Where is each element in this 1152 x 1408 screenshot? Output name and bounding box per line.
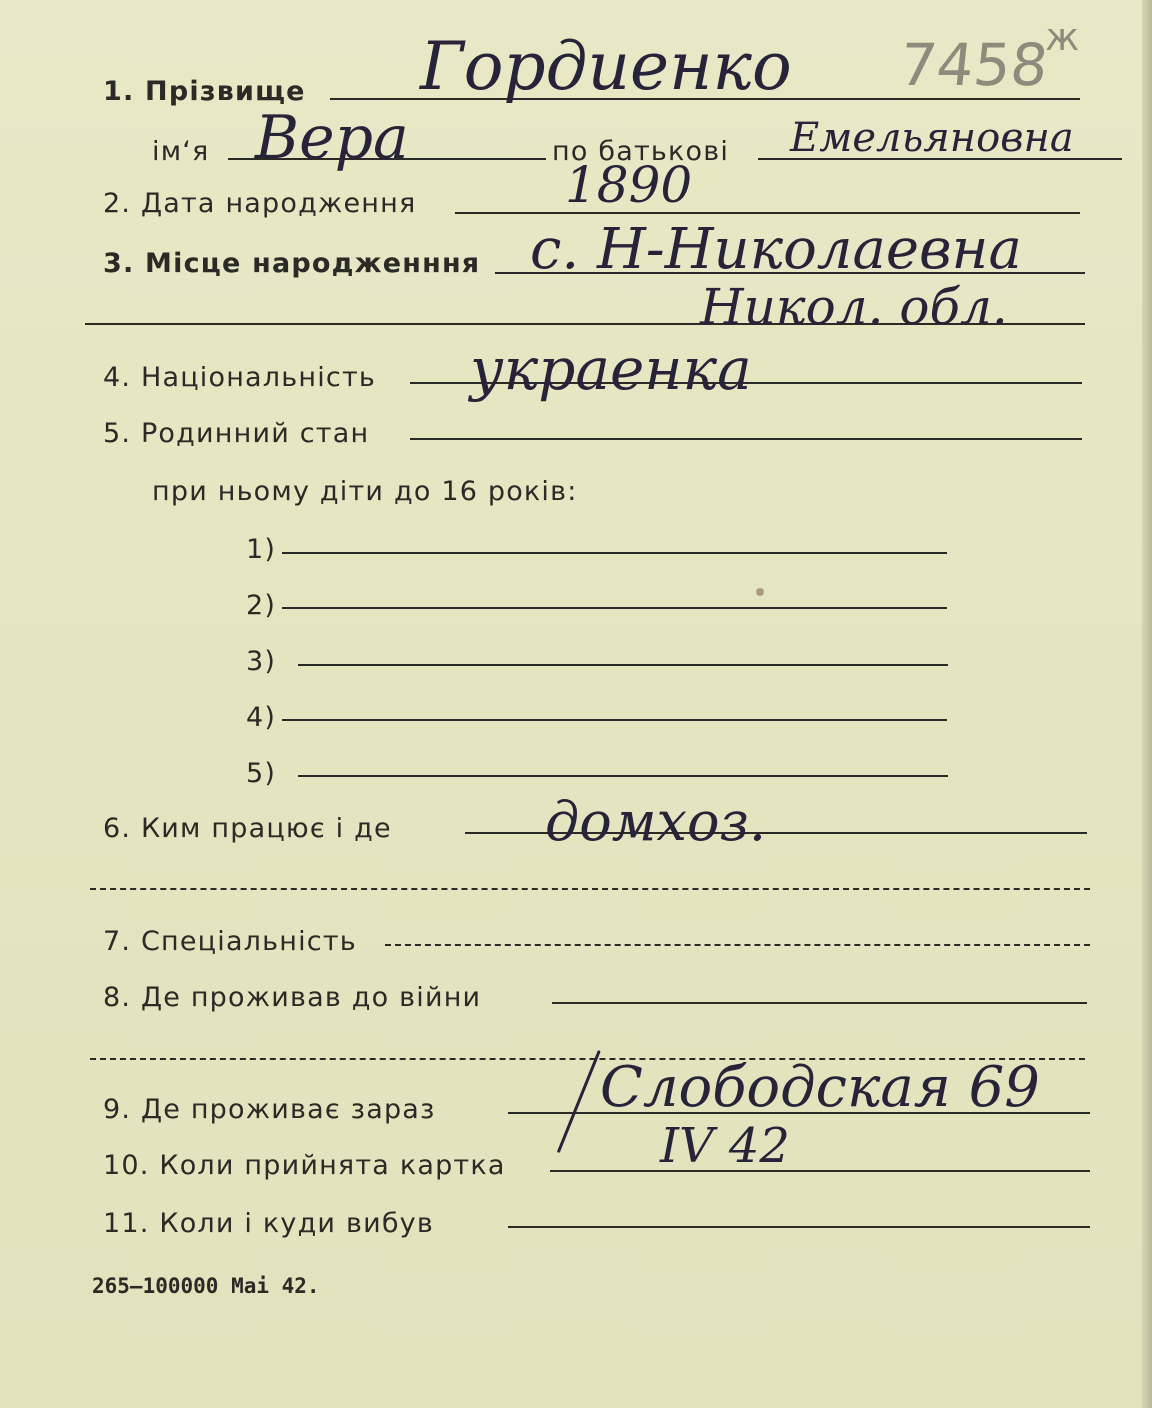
- prewar-residence-line: [552, 1002, 1087, 1004]
- specialty-label: 7. Спеціальність: [103, 926, 357, 957]
- marital-status-label: 5. Родинний стан: [103, 418, 370, 449]
- departed-label: 11. Коли і куди вибув: [103, 1208, 434, 1239]
- card-accepted-label: 10. Коли прийнята картка: [103, 1150, 506, 1181]
- child-2-label: 2): [246, 590, 277, 621]
- first-name-label: ім‘я: [152, 136, 210, 167]
- occupation-label: 6. Ким працює і де: [103, 813, 392, 844]
- marital-status-line: [410, 438, 1082, 440]
- nationality-label: 4. Національність: [103, 362, 376, 393]
- patronymic-value: Емельяновна: [790, 115, 1074, 161]
- surname-label: 1. Прізвище: [103, 76, 306, 107]
- child-1-line: [282, 552, 947, 554]
- birth-date-value: 1890: [565, 156, 693, 214]
- first-name-value: Вера: [255, 103, 409, 173]
- children-heading: при ньому діти до 16 років:: [152, 476, 578, 507]
- birth-date-label: 2. Дата народження: [103, 188, 417, 219]
- current-residence-label: 9. Де проживає зараз: [103, 1094, 436, 1125]
- archive-number: 7458: [896, 31, 1052, 99]
- birth-date-line: [455, 212, 1080, 214]
- departed-line: [508, 1226, 1090, 1228]
- card-accepted-value: IV 42: [660, 1118, 790, 1174]
- child-3-line: [298, 664, 948, 666]
- child-1-label: 1): [246, 534, 277, 565]
- birth-place-value: с. Н-Николаевна: [530, 217, 1022, 282]
- surname-value: Гордиенко: [420, 28, 792, 105]
- child-3-label: 3): [246, 646, 277, 677]
- child-4-label: 4): [246, 702, 277, 733]
- card-edge: [1142, 0, 1152, 1408]
- card-accepted-line: [550, 1170, 1090, 1172]
- child-5-line: [298, 775, 948, 777]
- child-2-line: [282, 607, 947, 609]
- occupation-value: домхоз.: [545, 790, 767, 853]
- paper-spot: [756, 588, 764, 596]
- address-slash-mark: [557, 1050, 601, 1153]
- print-run-footer: 265—100000 Mai 42.: [92, 1274, 320, 1298]
- prewar-residence-label: 8. Де проживав до війни: [103, 982, 482, 1013]
- child-4-line: [282, 719, 947, 721]
- archive-mark: ж: [1045, 15, 1080, 59]
- child-5-label: 5): [246, 758, 277, 789]
- nationality-value: украенка: [470, 335, 752, 403]
- birth-place-label: 3. Місце народженння: [103, 248, 481, 279]
- occupation-line-2: [90, 888, 1090, 890]
- patronymic-label: по батькові: [552, 136, 730, 167]
- specialty-line: [385, 944, 1090, 946]
- current-residence-value: Слободская 69: [600, 1055, 1040, 1120]
- birth-place-value-2: Никол. обл.: [700, 278, 1008, 336]
